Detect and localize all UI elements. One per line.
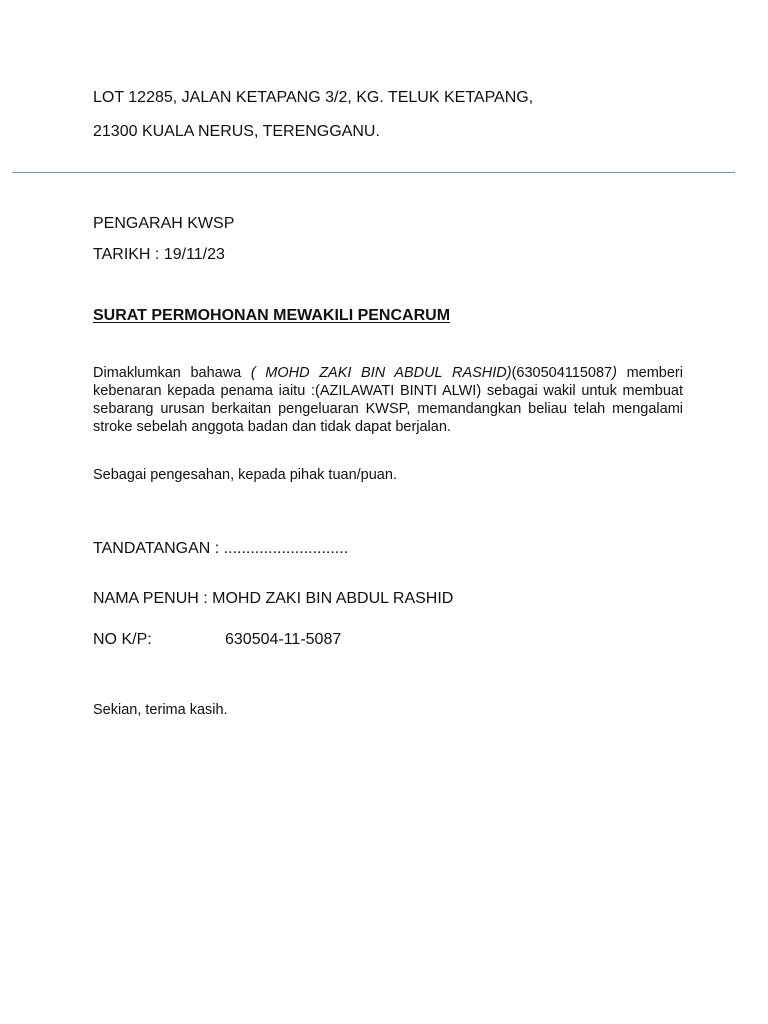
- body-paragraph: [93, 364, 683, 436]
- closing-line: Sekian, terima kasih.: [93, 702, 228, 718]
- ic-close-paren: ): [612, 365, 617, 381]
- applicant-ic: (630504115087: [511, 365, 613, 381]
- ic-number: 630504-11-5087: [225, 631, 342, 648]
- letter-subject: SURAT PERMOHONAN MEWAKILI PENCARUM: [93, 307, 451, 324]
- date-line: TARIKH : 19/11/23: [93, 246, 225, 263]
- recipient: PENGARAH KWSP: [93, 215, 235, 232]
- header-divider: [12, 172, 735, 173]
- confirmation-line: Sebagai pengesahan, kepada pihak tuan/puan.: [93, 467, 397, 483]
- body-intro: Dimaklumkan bahawa: [93, 365, 251, 381]
- address-line-2: 21300 KUALA NERUS, TERENGGANU.: [93, 123, 380, 140]
- applicant-name: ( MOHD ZAKI BIN ABDUL RASHID): [250, 365, 512, 381]
- signature-line: TANDATANGAN : ............................: [93, 540, 349, 557]
- address-line-1: LOT 12285, JALAN KETAPANG 3/2, KG. TELUK KETAPANG,: [93, 89, 534, 106]
- ic-label: NO K/P:: [93, 631, 152, 648]
- full-name-line: NAMA PENUH : MOHD ZAKI BIN ABDUL RASHID: [93, 590, 454, 607]
- body-rest: memberi kebenaran kepada penama iaitu :(AZILAWATI BINTI ALWI) sebagai wakil untuk membuat sebarang urusan berkaitan pengeluaran KWSP, memandangkan beliau telah mengalami stroke sebelah anggota badan dan tidak dapat berjalan.: [93, 365, 683, 435]
